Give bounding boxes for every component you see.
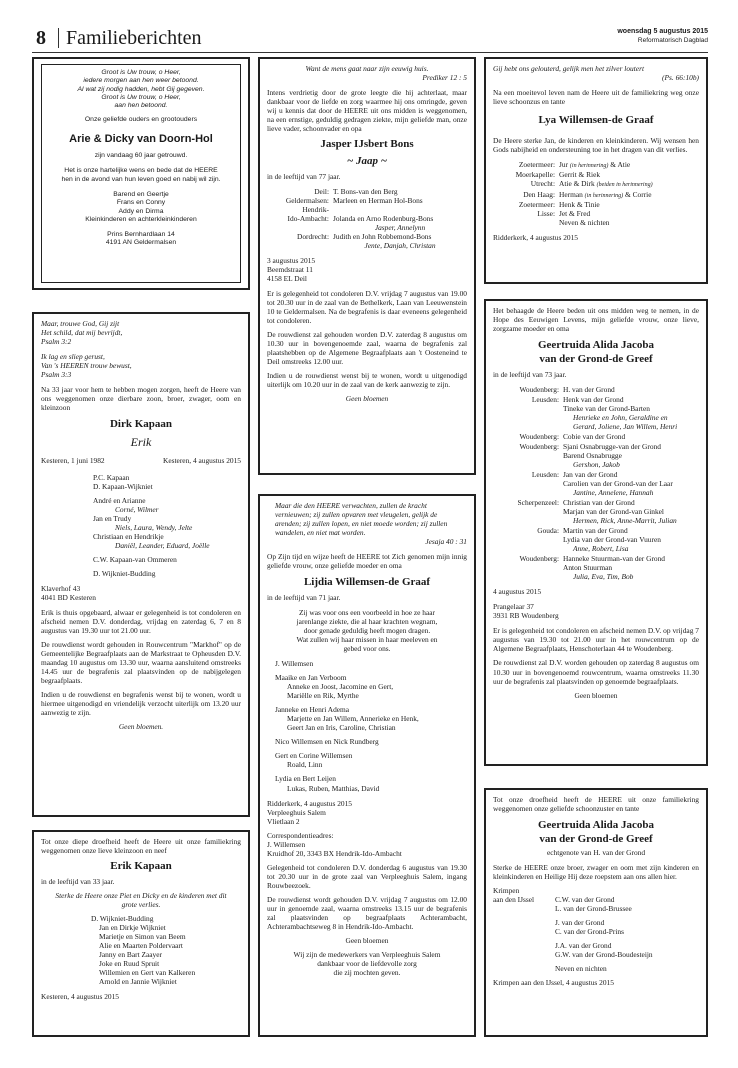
family-line: Marjette en Jan Willem, Annerieke en Henk, [287,714,419,724]
no-flowers-note: Geen bloemen [574,690,618,700]
family-line: Maaike en Jan Verboom [275,673,347,683]
family-line: H. van der Grond [563,384,615,394]
attendance-info: Indien u de rouwdienst en begrafenis wenst bij te wonen, wordt u hiermee uitgenodigd en vriendelijk verzocht uiterlijk om 13.20 uur aanwezig te zijn. [41,690,241,718]
anniversary-wish [48,167,234,184]
notice-verse: Want de mens gaat naar zijn eeuwig huis. [305,64,429,73]
memorial-note: (in herinnering) [569,162,609,169]
family-line: J. Willemsen [275,659,314,669]
family-spouse: & Corrie [623,189,652,199]
grandchildren-line: Anne, Robert, Lisa [573,544,629,554]
family-place: Deil: [314,186,329,196]
family-line: D. Wijkniet-Budding [91,913,154,923]
family-row [493,526,699,553]
family-place [493,218,559,227]
family-names [333,196,467,205]
notice-address [267,799,467,826]
condolence-info: Erik is thuis opgebaard, alwaar er gelegenheid is tot condoleren en afscheid nemen D.V. donderdag, vrijdag en zaterdag 6, 7 en 8 augustus van 19.30 uur tot 21.00 uur. [41,608,241,636]
birth-death-dates [41,456,241,465]
family-place: Ido-Ambacht: [287,213,329,223]
family-line: Marjan van der Grond-van Ginkel [563,507,664,517]
family-row [493,218,699,227]
paper-name: Reformatorisch Dagblad [637,37,708,44]
family-line: Kleinkinderen en achterkleinkinderen [85,215,197,223]
deceased-age: in de leeftijd van 77 jaar. [267,171,341,181]
verse-line: Het schild, dat mij bevrijdt, [41,328,123,338]
deceased-nickname: Erik [130,435,152,450]
family-row [493,432,699,441]
anniversary-address [48,231,234,248]
family-line: J. van der Grond [555,917,605,927]
family-names [563,498,699,525]
address-line: 3 augustus 2015 [267,255,316,265]
deceased-name: Geertruida Alida Jacoba [537,819,655,832]
family-names [563,554,699,581]
family-row [493,498,699,525]
thanks-line: dankbaar voor de liefdevolle zorg [317,959,417,968]
anniversary-announcement [32,57,250,290]
verse-line: Psalm 3:3 [41,370,72,380]
notice-address [267,256,467,283]
deceased-name: Geertruida Alida Jacoba [537,339,655,352]
family-line: Martin van der Grond [563,526,628,536]
family-names [563,395,699,431]
family-name: Atie & Dirk [559,179,595,189]
wish-line: hen in de avond van hun leven goed en nabij wil zijn. [61,175,221,183]
family-line: Judith en John Robbemond-Bons [333,231,432,241]
address-line: J. Willemsen [267,839,306,849]
family-line: Mariëlle en Rik, Myrthe [287,691,359,701]
condolence-info: Er is gelegenheid tot condoleren en afscheid nemen D.V. op vrijdag 7 augustus van 19.30 tot 21.00 uur in het rouwcentrum op de Algemene Begraafplaats, Henschoterlaan 44 te Woudenberg. [493,626,699,654]
family-line: Corné, Wilmer [115,504,159,514]
family-names [333,205,467,214]
grandchildren-line: Henrieke en John, Geraldine en [573,412,668,422]
family-row [493,554,699,581]
notice-verse: Maar die den HEERE verwachten, zullen de kracht vernieuwen; zij zullen opvaren met vleugelen, gelijk de arenden; zij zullen lopen, en niet moede worden; zij zullen wandelen, en niet mat worden. [275,501,448,538]
family-line: Hanneke Stuurman-van der Grond [563,554,666,564]
family-line: Carolien van der Grond-van der Laar [563,478,673,488]
address-line: Vlietlaan 2 [267,816,300,826]
family-names [559,160,699,170]
spouse-note: echtgenote van H. van der Grond [546,847,646,857]
family-names [559,218,699,227]
family-line: Sjani Osnabrugge-van der Grond [563,441,661,451]
family-list [267,659,467,792]
no-flowers-note: Geen bloemen. [118,722,164,732]
family-line: Tineke van der Grond-Barten [563,403,650,413]
verse-line: iedere morgen aan hen weer betoond. [83,77,199,85]
address-line: 4158 EL Deil [267,274,307,284]
family-line: Marleen en Herman Hol-Bons [333,195,423,205]
family-line: Niels, Laura, Wendy, Jelte [115,522,193,532]
deceased-age: in de leeftijd van 73 jaar. [493,369,567,379]
condolence-info: Gelegenheid tot condoleren D.V. donderdag 6 augustus van 19.30 tot 20.30 uur in de grote zaal van Verpleeghuis Salem, ingang Rouwbeezoek. [267,862,467,890]
deceased-name: Jasper IJsbert Bons [320,138,414,151]
family-names [563,526,699,553]
memorial-poem [267,608,467,653]
condolence-wish: Sterke de HEERE onze broer, zwager en oom met zijn kinderen en kleinkinderen en Heilige Hij deze roepstem aan ons allen hier. [493,862,699,881]
family-line: Lukas, Ruben, Matthias, David [287,783,380,793]
address-line: Prangelaar 37 [493,602,534,612]
anniversary-verse [48,69,234,110]
family-row [267,187,467,196]
family-row [267,205,467,214]
funeral-service-info: De rouwdienst zal gehouden worden D.V. zaterdag 8 augustus om 10.30 uur in bovengenoemde zaal, waarna de begrafenis zal plaatshebben op de Algemene Begraafplaats aan 't Oosteneind te Deil omstreeks 12.00 uur. [267,330,467,367]
death-notice-dirk-kapaan [32,312,250,817]
anniversary-intro: Onze geliefde ouders en grootouders [84,116,198,124]
page-number: 8 [36,27,46,49]
no-flowers-note: Geen bloemen [345,394,389,404]
verse-line: aan hen betoond. [114,102,168,110]
deceased-age: in de leeftijd van 33 jaar. [41,876,115,886]
family-line: Jan van der Grond [563,469,618,479]
family-row [493,395,699,431]
poem-line: jarenlange ziekte, die al haar krachten wegnam, [296,617,438,627]
verse-line: Maar, trouwe God, Gij zijt [41,319,120,328]
family-row [493,442,699,469]
family-names [559,170,699,179]
place-date: Krimpen aan den IJssel, 4 augustus 2015 [493,977,614,987]
family-line: Jolanda en Arno Rodenburg-Bons [333,213,434,223]
deceased-name: Dirk Kapaan [109,418,173,431]
thanks-line: Wij zijn de medewerkers van Verpleeghuis Salem [293,949,441,959]
family-line: Lydia van der Grond-van Vuuren [563,535,661,545]
family-place: Lisse: [537,208,555,218]
family-row [267,196,467,205]
family-line: Janneke en Henri Adema [275,705,350,715]
family-spouse: & Atie [608,159,631,169]
page-header [32,26,708,53]
family-line: Jan en Dirkje Wijkniet [99,922,166,932]
condolence-wish: De Heere sterke Jan, de kinderen en kleinkinderen. Wij wensen hen Gods nabijheid en ondersteuning toe in het dragen van dit verlies. [493,135,699,154]
family-list [41,473,241,578]
verse-reference: Prediker 12 : 5 [422,73,467,83]
family-line: D. Wijkniet-Budding [93,568,156,578]
family-names [563,385,699,394]
grandchildren-line: Hermen, Rick, Anne-Marrit, Julian [573,516,677,526]
verse-line: Groot is Uw trouw, o Heer, [101,69,181,76]
grandchildren-line: Julia, Eva, Tim, Bob [573,572,634,582]
grandchildren-line: Jantine, Annelene, Hannah [573,487,654,497]
family-names [563,432,699,441]
funeral-service-info: De rouwdienst wordt gehouden D.V. vrijdag 7 augustus om 12.00 uur in genoemde zaal, waarna omstreeks 13.15 uur de begrafenis zal plaatsvinden op begraafplaats Achterambacht, Achterambachtseweg 8 in Hendrik-Ido-Ambacht. [267,894,467,931]
poem-line: Wat zullen wij haar missen in haar meeleven en [296,635,438,645]
family-row [493,160,699,170]
family-line: C. van der Grond-Prins [555,926,624,936]
verse-line: Ik lag en sliep gerust, [41,352,105,362]
family-line: C.W. Kapaan-van Ommeren [93,554,177,564]
family-name: Jur [559,159,569,169]
family-line: Christiaan en Hendrikje [93,531,164,541]
family-name: Henk & Tinie [559,199,600,209]
family-name: Neven & nichten [559,217,610,227]
deceased-nickname: ~ Jaap ~ [346,154,388,167]
family-line: Joke en Ruud Spruit [99,959,160,969]
address-line: Prins Bernhardlaan 14 [107,231,175,239]
place-line: aan den IJssel [493,894,535,904]
family-place: Zoetermeer: [518,159,555,169]
attendance-info: Indien u de rouwdienst wenst bij te wonen, wordt u uitgenodigd uiterlijk om 10.20 uur in de zaal van de kerk aanwezig te zijn. [267,371,467,390]
family-row [493,200,699,209]
family-place: Woudenberg: [519,554,559,564]
family-names [333,187,467,196]
couple-name: Arie & Dicky van Doorn-Hol [69,132,213,145]
family-place: Geldermalsen: [285,195,329,205]
family-place: Zoetermeer: [518,199,555,209]
poem-line: gebed voor ons. [343,644,391,654]
section-title: Familieberichten [66,27,202,49]
deceased-surname: van der Grond-de Greef [539,832,653,845]
grandchildren-line: Gerard, Joliene, Jan Willem, Henri [573,421,678,431]
family-line: Daniël, Leander, Eduard, Joëlle [115,540,210,550]
family-names [559,209,699,218]
family-place: Leusden: [531,469,559,479]
address-line: 4041 BD Kesteren [41,593,97,603]
grandchildren-line: Jasper, Annelynn [374,222,426,232]
birth-date: Kesteren, 1 juni 1982 [41,455,105,465]
address-line: Verpleeghuis Salem [267,807,326,817]
notice-verse [41,319,241,379]
family-line: L. van der Grond-Brussee [555,903,632,913]
memorial-note: (beiden in herinnering) [596,182,653,189]
family-name: Gerrit & Riek [559,170,601,180]
deceased-name: Erik Kapaan [110,860,172,873]
family-place: Woudenberg: [519,384,559,394]
family-row [493,209,699,218]
family-line: Willemien en Gert van Kalkeren [99,968,196,978]
family-place: Woudenberg: [519,431,559,441]
family-row [493,385,699,394]
notice-address [493,587,699,620]
family-names [559,179,699,189]
anniversary-line: zijn vandaag 60 jaar getrouwd. [94,152,188,160]
thanks-line: die zij mochten geven. [333,968,401,978]
family-place: Gouda: [537,526,559,536]
notice-intro: Het behaagde de Heere beden uit ons midden weg te nemen, in de Hope des Eeuwigen Levens, mijn geliefde vrouw, onze lieve, zorgzame moeder en oma [493,306,699,334]
family-line: Cobie van der Grond [563,431,626,441]
anniversary-inner-frame [41,64,241,283]
verse-line: Psalm 3:2 [41,337,72,347]
grandchildren-line: Gershon, Jakob [573,459,620,469]
death-notice-erik-kapaan [32,830,250,1037]
family-line: Addy en Dirma [118,207,164,215]
correspondence-address [267,831,467,858]
verse-reference: Jesaja 40 : 31 [425,537,467,547]
memorial-note: (in herinnering) [584,192,624,199]
family-line: Frans en Conny [116,199,166,207]
notice-address [41,584,241,602]
family-line: Henk van der Grond [563,394,624,404]
no-flowers-note: Geen bloemen [345,935,389,945]
family-names [563,442,699,469]
notice-intro: Tot onze droefheid heeft de HEERE uit onze familiekring weggenomen onze geliefde schoonzuster en tante [493,795,699,814]
death-notice-geertruida-in-laws [484,788,708,1037]
notice-intro: Tot onze diepe droefheid heeft de Heere uit onze familiekring weggenomen onze lieve kleinzoon en neef [41,837,241,856]
family-line: Nico Willemsen en Nick Rundberg [275,737,379,747]
family-line: Roald, Linn [287,760,323,770]
thanks-note [267,950,467,977]
family-name: Jet & Fred [559,208,591,218]
family-line: Janny en Bart Zaayer [99,950,162,960]
family-line: Barend en Geertje [113,190,169,198]
poem-line: Zij was voor ons een voorbeeld in hoe ze haar [298,608,436,617]
family-place: Scherpenzeel: [517,498,559,507]
family-line: Lydia en Bert Leijen [275,774,336,784]
family-name: Herman [559,189,583,199]
family-line: D. Kapaan-Wijkniet [93,481,153,491]
deceased-name: Lya Willemsen-de Graaf [538,114,654,127]
family-row [493,190,699,200]
death-notice-geertruida-van-der-grond [484,299,708,766]
family-list [267,187,467,250]
family-place: Hendrik- [302,204,329,214]
family-list [41,914,241,986]
family-line: Gert en Corine Willemsen [275,751,353,761]
death-date: Kesteren, 4 augustus 2015 [163,455,241,465]
family-line: P.C. Kapaan [93,472,130,482]
funeral-service-info: De rouwdienst zal D.V. worden gehouden op zaterdag 8 augustus om 10.30 uur in bovengenoemd rouwcentrum, waarna omstreeks 11.30 uur de begrafenis zal plaatsvinden op genoemde begraafplaats. [493,658,699,686]
notice-intro: Na 33 jaar voor hem te hebben mogen zorgen, heeft de Heere van ons weggenomen onze dierbare zoon, broer, zwager, oom en kleinzoon [41,385,241,413]
family-place [493,886,555,973]
family-names [333,232,467,250]
family-line: Marietje en Simon van Beem [99,931,186,941]
wish-line: Het is onze hartelijke wens en bede dat de HEERE [64,167,218,175]
address-line: Beemdstraat 11 [267,265,313,274]
family-names [333,214,467,232]
death-notice-lya-willemsen [484,57,708,284]
family-place: Moerkapelle: [515,170,555,180]
family-line: J.A. van der Grond [555,940,612,950]
notice-quote: Sterke de Heere onze Piet en Dicky en de kinderen met dit grote verlies. [55,890,227,909]
verse-line: Van 's HEEREN trouw bewust, [41,361,132,371]
verse-line: Groot is Uw trouw, o Heer, [101,93,181,101]
family-line: Alie en Maarten Poldervaart [99,941,183,950]
address-line: Klaverhof 43 [41,584,81,593]
family-row [493,470,699,497]
family-row [267,214,467,232]
place-date: Kesteren, 4 augustus 2015 [41,992,119,1002]
family-line: C.W. van der Grond [555,894,615,904]
family-line: Arnold en Jannie Wijkniet [99,977,177,987]
header-divider [58,28,59,48]
family-names [559,190,699,200]
notice-intro: Op Zijn tijd en wijze heeft de HEERE tot Zich genomen mijn innig geliefde vrouw, onze geliefde moeder en oma [267,552,467,571]
deceased-surname: van der Grond-de Greef [539,352,653,365]
notice-intro: Intens verdrietig door de grote leegte die hij achterlaat, maar dankbaar voor de liefde en zorg waarmee hij ons omringde, geven wij u kennis dat door de HEERE uit ons midden is weggenomen, na een ernstige, geduldig gedragen ziekte, mijn geliefde man, onze lieve vader, schoonvader en opa [267,88,467,134]
family-place: Leusden: [531,394,559,404]
family-list [555,886,653,973]
address-line: Correspondentieadres: [267,830,334,840]
address-line: 3931 RB Woudenberg [493,611,559,621]
address-line: Kruidhof 20, 3343 BX Hendrik-Ido-Ambacht [267,848,402,858]
family-row [493,170,699,179]
family-list [493,385,699,582]
family-row [493,179,699,189]
family-line: Jan en Trudy [93,513,132,523]
family-line: Anton Stuurman [563,563,613,573]
address-line: 4 augustus 2015 [493,587,542,597]
family-line: Barend Osnabrugge [563,450,622,460]
grandchildren-line: Jente, Danjah, Christan [364,240,436,250]
address-line: 4191 AN Geldermalsen [105,239,177,247]
family-place: Woudenberg: [519,441,559,451]
family-line: G.W. van der Grond-Boudesteijn [555,949,653,959]
place-date: Ridderkerk, 4 augustus 2015 [493,233,578,242]
family-line: André en Arianne [93,495,146,505]
address-line: Ridderkerk, 4 augustus 2015 [267,798,352,808]
place-line: Krimpen [493,885,520,895]
verse-reference: (Ps. 66:10b) [662,73,699,83]
family-line: Christian van der Grond [563,498,635,507]
deceased-name: Lijdia Willemsen-de Graaf [303,576,431,589]
deceased-age: in de leeftijd van 71 jaar. [267,592,341,602]
family-line: Geert Jan en Iris, Caroline, Christian [287,723,396,733]
family-place: Utrecht: [530,179,555,189]
family-names [563,470,699,497]
family-place: Dordrecht: [296,231,329,241]
family-line: T. Bons-van den Berg [333,186,398,196]
family-place: Den Haag: [523,189,555,199]
family-row [267,232,467,250]
death-notice-jasper-bons [258,57,476,475]
verse-line: Al wat zij nodig hadden, hebt Gij gegeven. [77,85,205,93]
family-line: Neven en nichten [555,963,607,973]
condolence-info: Er is gelegenheid tot condoleren D.V. vrijdag 7 augustus van 19.00 tot 20.30 uur in de zaal van de Bethelkerk, Laan van Leeuwenstein 10 te Geldermalsen. Na de begrafenis is daar eveneens gelegenheid tot condoleren. [267,289,467,326]
issue-date: woensdag 5 augustus 2015 [617,28,708,35]
death-notice-lijdia-willemsen [258,494,476,1037]
family-line: Anneke en Joost, Jacomine en Gert, [287,682,394,692]
family-block [493,886,699,973]
family-list [493,160,699,227]
anniversary-family [48,191,234,224]
poem-line: door genade geduldig heeft mogen dragen. [303,626,431,636]
family-names [559,200,699,209]
funeral-service-info: De rouwdienst wordt gehouden in Rouwcentrum "Markhof" op de Gemeentelijke Begraafplaats aan de Markstraat te Opheusden D.V. maandag 10 augustus om 13.30 uur, waarna aansluitend omstreeks 14.45 uur de begrafenis zal plaatsvinden op de nabijgelegen begraafplaats. [41,640,241,686]
notice-intro: Na een moeitevol leven nam de Heere uit de familiekring weg onze lieve schoonzus en tante [493,88,699,107]
notice-verse: Gij hebt ons gelouterd, gelijk men het zilver loutert [493,64,644,73]
